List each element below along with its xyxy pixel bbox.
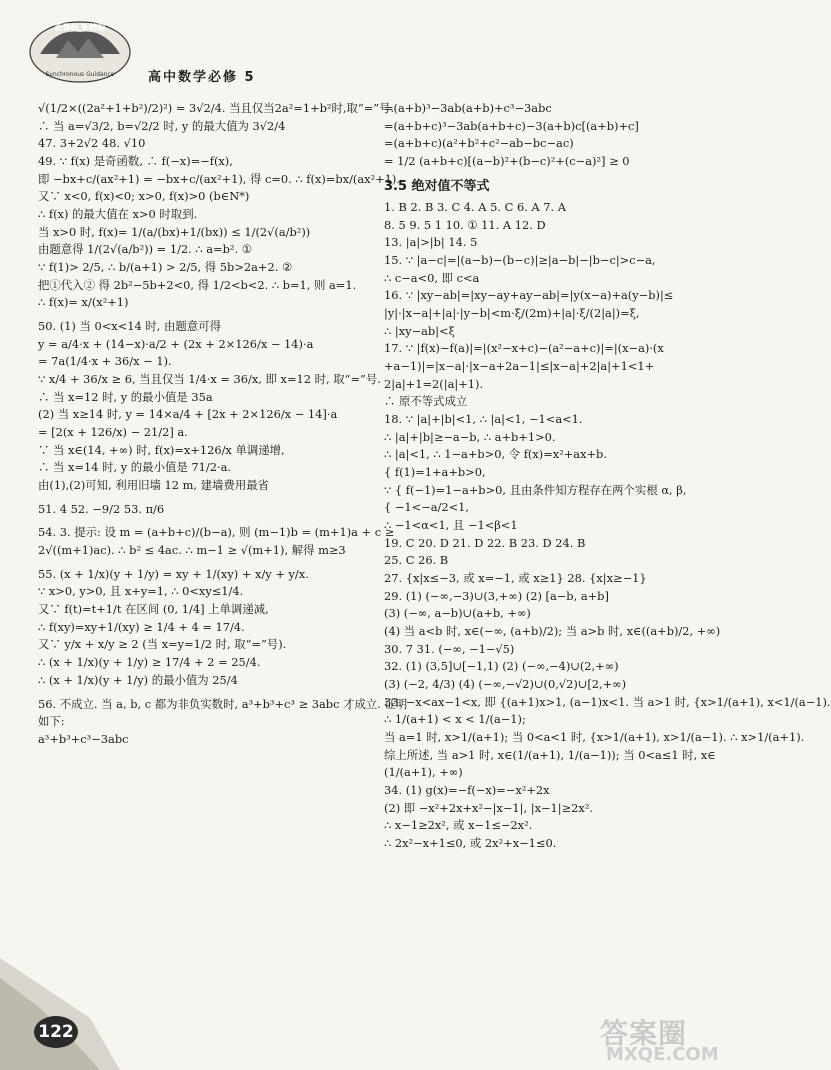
answer-line: 由(1),(2)可知, 利用旧墙 12 m, 建墙费用最省 [38,478,269,493]
answer-line: 32. (1) (3,5]∪[−1,1) (2) (−∞,−4)∪(2,+∞) [384,659,619,674]
left-column [38,100,408,749]
answer-line: ∴ 1/(a+1) < x < 1/(a−1); [384,712,526,727]
answer-line: = [2(x + 126/x) − 21/2] a. [38,425,188,440]
answer-line: 即 −bx+c/(ax²+1) = −bx+c/(ax²+1), 得 c=0. ∴ f(x)=bx/(ax²+1). [38,171,400,186]
answer-line: 把①代入② 得 2b²−5b+2<0, 得 1/2<b<2. ∴ b=1, 则 a=1. [38,277,357,292]
answer-line: ∴ 2x²−x+1≤0, 或 2x²+x−1≤0. [384,836,557,851]
answer-line: 55. (x + 1/x)(y + 1/y) = xy + 1/(xy) + x/y + y/x. [38,566,309,581]
answer-line: ∵ x/4 + 36/x ≥ 6, 当且仅当 1/4·x = 36/x, 即 x=12 时, 取“=”号. [38,372,381,387]
answer-line: ∴ 当 a=√3/2, b=√2/2 时, y 的最大值为 3√2/4 [38,118,286,133]
answer-line: 当 a=1 时, x>1/(a+1); 当 0<a<1 时, {x>1/(a+1), x>1/(a−1). ∴ x>1/(a+1). [384,729,805,744]
answer-line: 又∵ x<0, f(x)<0; x>0, f(x)>0 (b∈N*) [38,189,250,204]
answer-line: 16. ∵ |xy−ab|=|xy−ay+ay−ab|=|y(x−a)+a(y−b)|≤ [384,288,674,303]
answer-line: 8. 5 9. 5 1 10. ① 11. A 12. D [384,217,546,232]
answer-line: 29. (1) (−∞,−3)∪(3,+∞) (2) [a−b, a+b] [384,588,609,603]
answer-line: ∵ f(1)> 2/5, ∴ b/(a+1) > 2/5, 得 5b>2a+2. ② [38,260,293,275]
answer-line: 17. ∵ |f(x)−f(a)|=|(x²−x+c)−(a²−a+c)|=|(x−a)·(x [384,341,664,356]
answer-line: ∴ (x + 1/x)(y + 1/y) ≥ 17/4 + 2 = 25/4. [38,655,261,670]
answer-line: (3) (−∞, a−b)∪(a+b, +∞) [384,606,531,621]
answer-line: ∴ f(x)= x/(x²+1) [38,295,129,310]
answer-line: 15. ∵ |a−c|=|(a−b)−(b−c)|≥|a−b|−|b−c|>c−a, [384,252,656,267]
answer-line: = 1/2 (a+b+c)[(a−b)²+(b−c)²+(c−a)²] ≥ 0 [384,154,630,169]
answer-line: =(a+b+c)³−3ab(a+b+c)−3(a+b)c[(a+b)+c] [384,118,639,133]
answer-line: 当 x>0 时, f(x)= 1/(a/(bx)+1/(bx)) ≤ 1/(2√(a/b²)) [38,224,311,239]
answer-line: 2|a|+1=2(|a|+1). [384,376,484,391]
answer-line: 34. (1) g(x)=−f(−x)=−x²+2x [384,783,550,797]
answer-line: ∴ −1<α<1, 且 −1<β<1 [384,517,518,532]
answer-line: 由题意得 1/(2√(a/b²)) = 1/2. ∴ a=b². ① [38,242,252,257]
watermark-url: MXQE.COM [606,1044,719,1065]
logo-text: 新课标 新精编 [54,23,106,32]
answer-line: ∴ 当 x=14 时, y 的最小值是 71/2·a. [38,460,231,475]
answer-line: { −1<−a/2<1, [384,500,470,515]
answer-line: 33. −x<ax−1<x, 即 {(a+1)x>1, (a−1)x<1. 当 a>1 时, {x>1/(a+1), x<1/(a−1). [384,694,831,709]
answer-line: 51. 4 52. −9/2 53. π/6 [38,501,165,516]
logo-subtext: Synchronous Guidance [45,71,115,78]
answer-line: 25. C 26. B [384,553,449,568]
book-logo [26,18,134,88]
answer-line: ∴ f(x) 的最大值在 x>0 时取到. [38,207,198,222]
answer-line: (2) 当 x≥14 时, y = 14×a/4 + [2x + 2×126/x − 14]·a [38,407,338,422]
answer-line: 1. B 2. B 3. C 4. A 5. C 6. A 7. A [384,199,566,214]
answer-line: =(a+b+c)(a²+b²+c²−ab−bc−ac) [384,136,574,151]
answer-line: ∴ x−1≥2x², 或 x−1≤−2x². [384,818,533,833]
answer-line: =(a+b)³−3ab(a+b)+c³−3abc [384,101,552,115]
answer-line: ∵ 当 x∈(14, +∞) 时, f(x)=x+126/x 单调递增, [38,442,285,457]
answer-line: (1/(a+1), +∞) [384,765,463,780]
answer-line: √(1/2×((2a²+1+b²)/2)²) = 3√2/4. 当且仅当2a²=1+b²时,取“=”号. [38,101,395,115]
answer-line: 18. ∵ |a|+|b|<1, ∴ |a|<1, −1<a<1. [384,411,583,426]
answer-line: 19. C 20. D 21. D 22. B 23. D 24. B [384,535,586,550]
answer-line: 49. ∵ f(x) 是奇函数, ∴ f(−x)=−f(x), [38,154,233,169]
answer-line: ∵ x>0, y>0, 且 x+y=1, ∴ 0<xy≤1/4. [38,584,244,599]
answer-line: ∴ c−a<0, 即 c<a [384,270,480,285]
page-number-badge: 122 [34,1016,78,1048]
answer-line: (4) 当 a<b 时, x∈(−∞, (a+b)/2); 当 a>b 时, x∈((a+b)/2, +∞) [384,623,721,638]
answer-line: ∴ |a|<1, ∴ 1−a+b>0, 令 f(x)=x²+ax+b. [384,447,607,462]
answer-line: ∵ { f(−1)=1−a+b>0, 且由条件知方程存在两个实根 α, β, [384,482,687,497]
right-column [384,100,831,901]
page-title: 高中数学必修 5 [148,70,256,85]
answer-line: ∴ |xy−ab|<ξ [384,323,455,338]
answer-line: 又∵ f(t)=t+1/t 在区间 (0, 1/4] 上单调递减, [38,602,269,617]
answer-line: 如下: [38,714,65,729]
answer-line: 13. |a|>|b| 14. 5 [384,235,478,250]
answer-line: = 7a(1/4·x + 36/x − 1). [38,354,172,369]
corner-decoration [0,958,120,1070]
answer-line: (3) (−2, 4/3) (4) (−∞,−√2)∪(0,√2)∪[2,+∞) [384,676,627,691]
answer-line: |y|·|x−a|+|a|·|y−b|<m·ξ/(2m)+|a|·ξ/(2|a|)=ξ, [384,305,640,320]
answer-line: ∴ |a|+|b|≥−a−b, ∴ a+b+1>0. [384,429,556,444]
answer-line: +a−1)|=|x−a|·|x−a+2a−1|≤|x−a|+2|a|+1<1+ [384,358,655,373]
answer-line: 27. {x|x≤−3, 或 x=−1, 或 x≥1} 28. {x|x≥−1} [384,570,647,585]
answer-line [384,885,736,901]
answer-line: (2) 即 −x²+2x+x²−|x−1|, |x−1|≥2x². [384,800,594,815]
section-title: 3.5 绝对值不等式 [384,178,490,194]
answer-line: ∴ 当 x=12 时, y 的最小值是 35a [38,389,213,404]
answer-line: ∴ f(xy)=xy+1/(xy) ≥ 1/4 + 4 = 17/4. [38,619,245,634]
answer-line: 47. 3+2√2 48. √10 [38,136,146,151]
answer-line: 2√((m+1)ac). ∴ b² ≤ 4ac. ∴ m−1 ≥ √(m+1), 解得 m≥3 [38,543,346,558]
answer-line: ∴ (x + 1/x)(y + 1/y) 的最小值为 25/4 [38,672,238,687]
answer-line: { f(1)=1+a+b>0, [384,464,486,479]
answer-line: y = a/4·x + (14−x)·a/2 + (2x + 2×126/x − 14)·a [38,336,314,351]
answer-line: ∴ 原不等式成立 [384,394,468,409]
answer-line: 54. 3. 提示: 设 m = (a+b+c)/(b−a), 则 (m−1)b = (m+1)a + c ≥ [38,525,395,540]
answer-line: 30. 7 31. (−∞, −1−√5) [384,641,515,656]
answer-line: 50. (1) 当 0<x<14 时, 由题意可得 [38,319,221,334]
answer-line [384,853,736,869]
answer-line [384,869,736,885]
watermark-text: 答案圈 [600,1017,688,1050]
answer-line: 又∵ y/x + x/y ≥ 2 (当 x=y=1/2 时, 取“=”号). [38,637,287,652]
answer-line: 综上所述, 当 a>1 时, x∈(1/(a+1), 1/(a−1)); 当 0<a≤1 时, x∈ [384,747,716,762]
answer-line: a³+b³+c³−3abc [38,731,129,746]
answer-line: 56. 不成立. 当 a, b, c 都为非负实数时, a³+b³+c³ ≥ 3abc 才成立. 证明 [38,696,408,711]
